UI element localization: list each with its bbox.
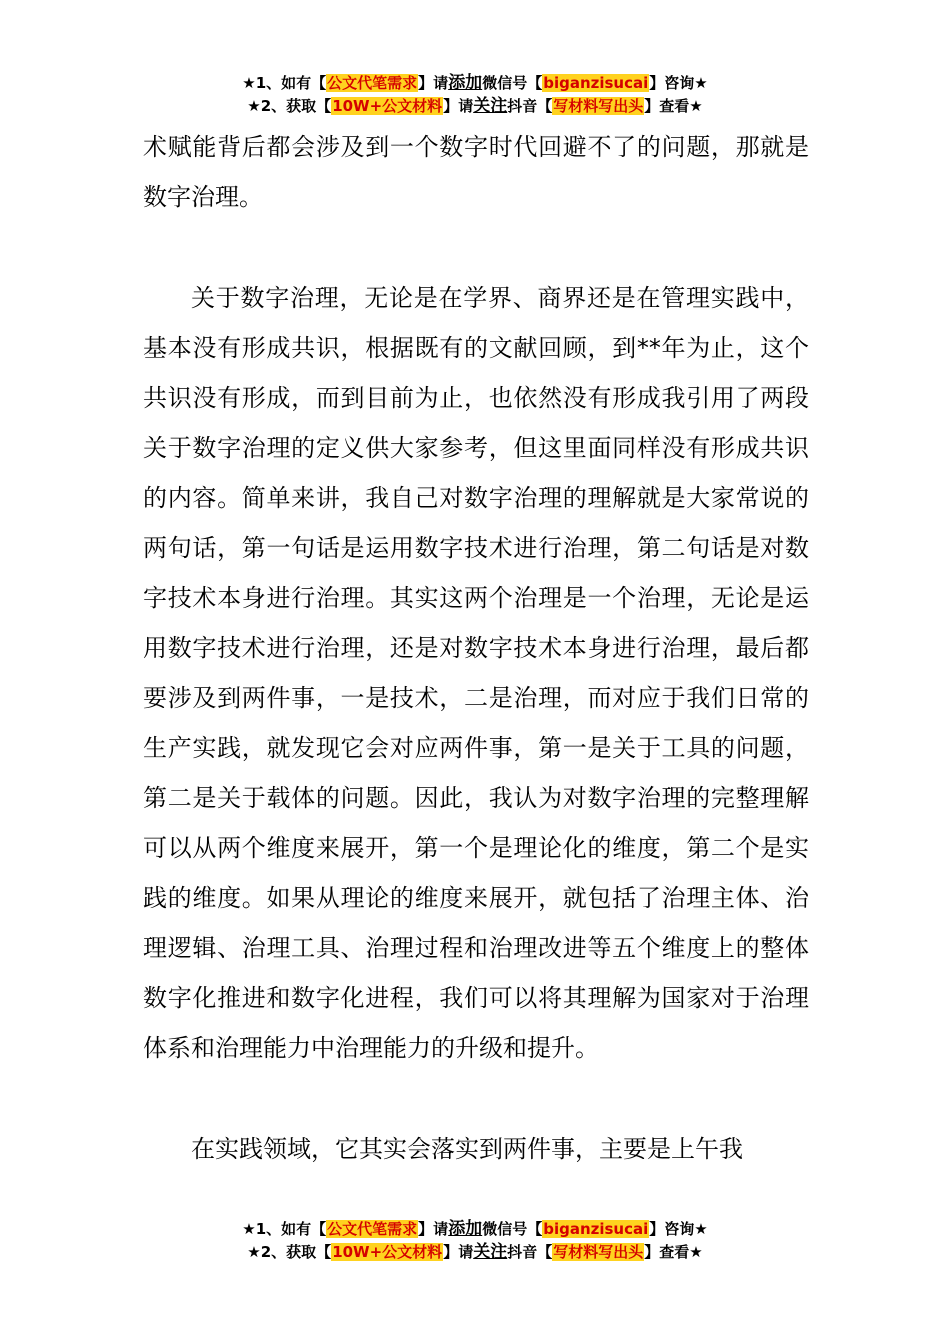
highlight-service: 公文代笔需求 <box>327 74 418 92</box>
paragraph-1: 术赋能背后都会涉及到一个数字时代回避不了的问题，那就是数字治理。 <box>143 133 809 211</box>
banner-line-1: ★1、如有【公文代笔需求】请添加微信号【biganzisucai】咨询★ <box>242 73 708 93</box>
highlight-materials: 10W+公文材料 <box>332 97 443 115</box>
banner-line-2: ★2、获取【10W+公文材料】请关注抖音【写材料写出头】查看★ <box>247 96 703 116</box>
emphasis-add: 添加 <box>448 73 483 93</box>
paragraph-2: 关于数字治理，无论是在学界、商界还是在管理实践中，基本没有形成共识，根据既有的文献回顾，到**年为止，这个共识没有形成，而到目前为止，也依然没有形成我引用了两段关于数字治理的定义供大家参考，但这里面同样没有形成共识的内容。简单来讲，我自己对数字治理的理解就是大家常说的两句话，第一句话是运用数字技术进行治理，第二句话是对数字技术本身进行治理。其实这两个治理是一个治理，无论是运用数字技术进行治理，还是对数字技术本身进行治理，最后都要涉及到两件事，一是技术，二是治理，而对应于我们日常的生产实践，就发现它会对应两件事，第一是关于工具的问题，第二是关于载体的问题。因此，我认为对数字治理的完整理解可以从两个维度来展开，第一个是理论化的维度，第二个是实践的维度。如果从理论的维度来展开，就包括了治理主体、治理逻辑、治理工具、治理过程和治理改进等五个维度上的整体数字化推进和数字化进程，我们可以将其理解为国家对于治理体系和治理能力中治理能力的升级和提升。 <box>143 284 809 1062</box>
wechat-id: biganzisucai <box>543 1220 649 1238</box>
emphasis-follow: 关注 <box>473 1242 508 1262</box>
document-body <box>143 122 809 1174</box>
wechat-id: biganzisucai <box>543 74 649 92</box>
banner-line-1: ★1、如有【公文代笔需求】请添加微信号【biganzisucai】咨询★ <box>242 1219 708 1239</box>
emphasis-follow: 关注 <box>473 96 508 116</box>
emphasis-add: 添加 <box>448 1219 483 1239</box>
paragraph-gap <box>143 1073 809 1124</box>
highlight-materials: 10W+公文材料 <box>332 1243 443 1261</box>
banner-line-2: ★2、获取【10W+公文材料】请关注抖音【写材料写出头】查看★ <box>247 1242 703 1262</box>
douyin-account: 写材料写出头 <box>553 97 644 115</box>
paragraph-3: 在实践领域，它其实会落实到两件事，主要是上午我 <box>191 1135 743 1163</box>
douyin-account: 写材料写出头 <box>553 1243 644 1261</box>
footer-banner <box>0 1218 950 1264</box>
highlight-service: 公文代笔需求 <box>327 1220 418 1238</box>
header-banner <box>0 72 950 118</box>
paragraph-gap <box>143 222 809 273</box>
